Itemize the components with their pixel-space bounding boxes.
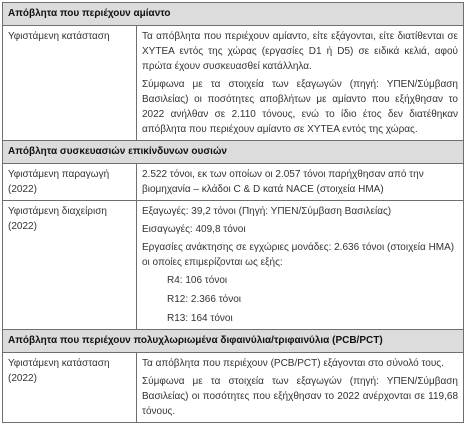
section-title: Απόβλητα που περιέχουν αμίαντο: [3, 3, 464, 26]
paragraph: Εξαγωγές: 39,2 τόνοι (Πηγή: ΥΠΕΝ/Σύμβαση Βασιλείας): [142, 206, 392, 217]
paragraph: Σύμφωνα με τα στοιχεία των εξαγωγών (πηγή: ΥΠΕΝ/Σύμβαση Βασιλείας) οι ποσότητες που εξήχθησαν το 2022 ανέρχονται σε 119,68 τόνους.: [142, 376, 458, 417]
row-label: [3, 164, 137, 201]
row-label-text: Υφιστάμενη διαχείριση: [8, 206, 107, 217]
table-row: [3, 353, 464, 423]
section-header-hazardous-packaging: [3, 141, 464, 164]
list-item: R13: 164 τόνοι: [167, 313, 233, 324]
row-label-year: (2022): [8, 373, 37, 384]
table-row: [3, 26, 464, 141]
table-row: [3, 201, 464, 330]
paragraph: Σύμφωνα με τα στοιχεία των εξαγωγών (πηγή: ΥΠΕΝ/Σύμβαση Βασιλείας) οι ποσότητες αποβλήτων με αμίαντο που εξήχθησαν το 2022 ανήλθαν σε 2.110 τόνους, ενώ το ίδιο έτος δεν διατέθηκαν απόβλητα που περιέχουν αμίαντο σε ΧΥΤΕΑ εντός της χώρας.: [142, 79, 458, 135]
paragraph: Τα απόβλητα που περιέχουν αμίαντο, είτε εξάγονται, είτε διατίθενται σε ΧΥΤΕΑ εντός της χώρας (εργασίες D1 ή D5) σε ειδικά κελιά, αφού πρώτα έχουν συσκευασθεί κατάλληλα.: [142, 31, 458, 72]
row-label-year: (2022): [8, 184, 37, 195]
row-label: [3, 353, 137, 423]
row-value: [137, 26, 464, 141]
row-label-year: (2022): [8, 221, 37, 232]
paragraph: Εργασίες ανάκτησης σε εγχώριες μονάδες: 2.636 τόνοι (στοιχεία ΗΜΑ) οι οποίες επιμερίζονται ως εξής:: [142, 242, 455, 268]
paragraph: Εισαγωγές: 409,8 τόνοι: [142, 224, 246, 235]
row-value: [137, 353, 464, 423]
section-header-asbestos: [3, 3, 464, 26]
list-item: R4: 106 τόνοι: [167, 275, 228, 286]
row-label: [3, 26, 137, 141]
paragraph: Τα απόβλητα που περιέχουν (PCB/PCT) εξάγονται στο σύνολό τους.: [142, 358, 444, 369]
row-label-text: Υφιστάμενη κατάσταση: [8, 31, 110, 42]
paragraph: 2.522 τόνοι, εκ των οποίων οι 2.057 τόνοι παρήχθησαν από την βιομηχανία – κλάδοι C & D κατά NACE (στοιχεία ΗΜΑ): [142, 169, 424, 195]
row-value: [137, 164, 464, 201]
section-header-pcb-pct: [3, 330, 464, 353]
table-row: [3, 164, 464, 201]
section-title: Απόβλητα συσκευασιών επικίνδυνων ουσιών: [3, 141, 464, 164]
list-item: R12: 2.366 τόνοι: [167, 294, 241, 305]
row-label: [3, 201, 137, 330]
waste-table: [2, 2, 464, 423]
section-title: Απόβλητα που περιέχουν πολυχλωριωμένα διφαινύλια/τριφαινύλια (PCB/PCT): [3, 330, 464, 353]
row-label-text: Υφιστάμενη παραγωγή: [8, 169, 110, 180]
row-label-text: Υφιστάμενη κατάσταση: [8, 358, 110, 369]
row-value: [137, 201, 464, 330]
